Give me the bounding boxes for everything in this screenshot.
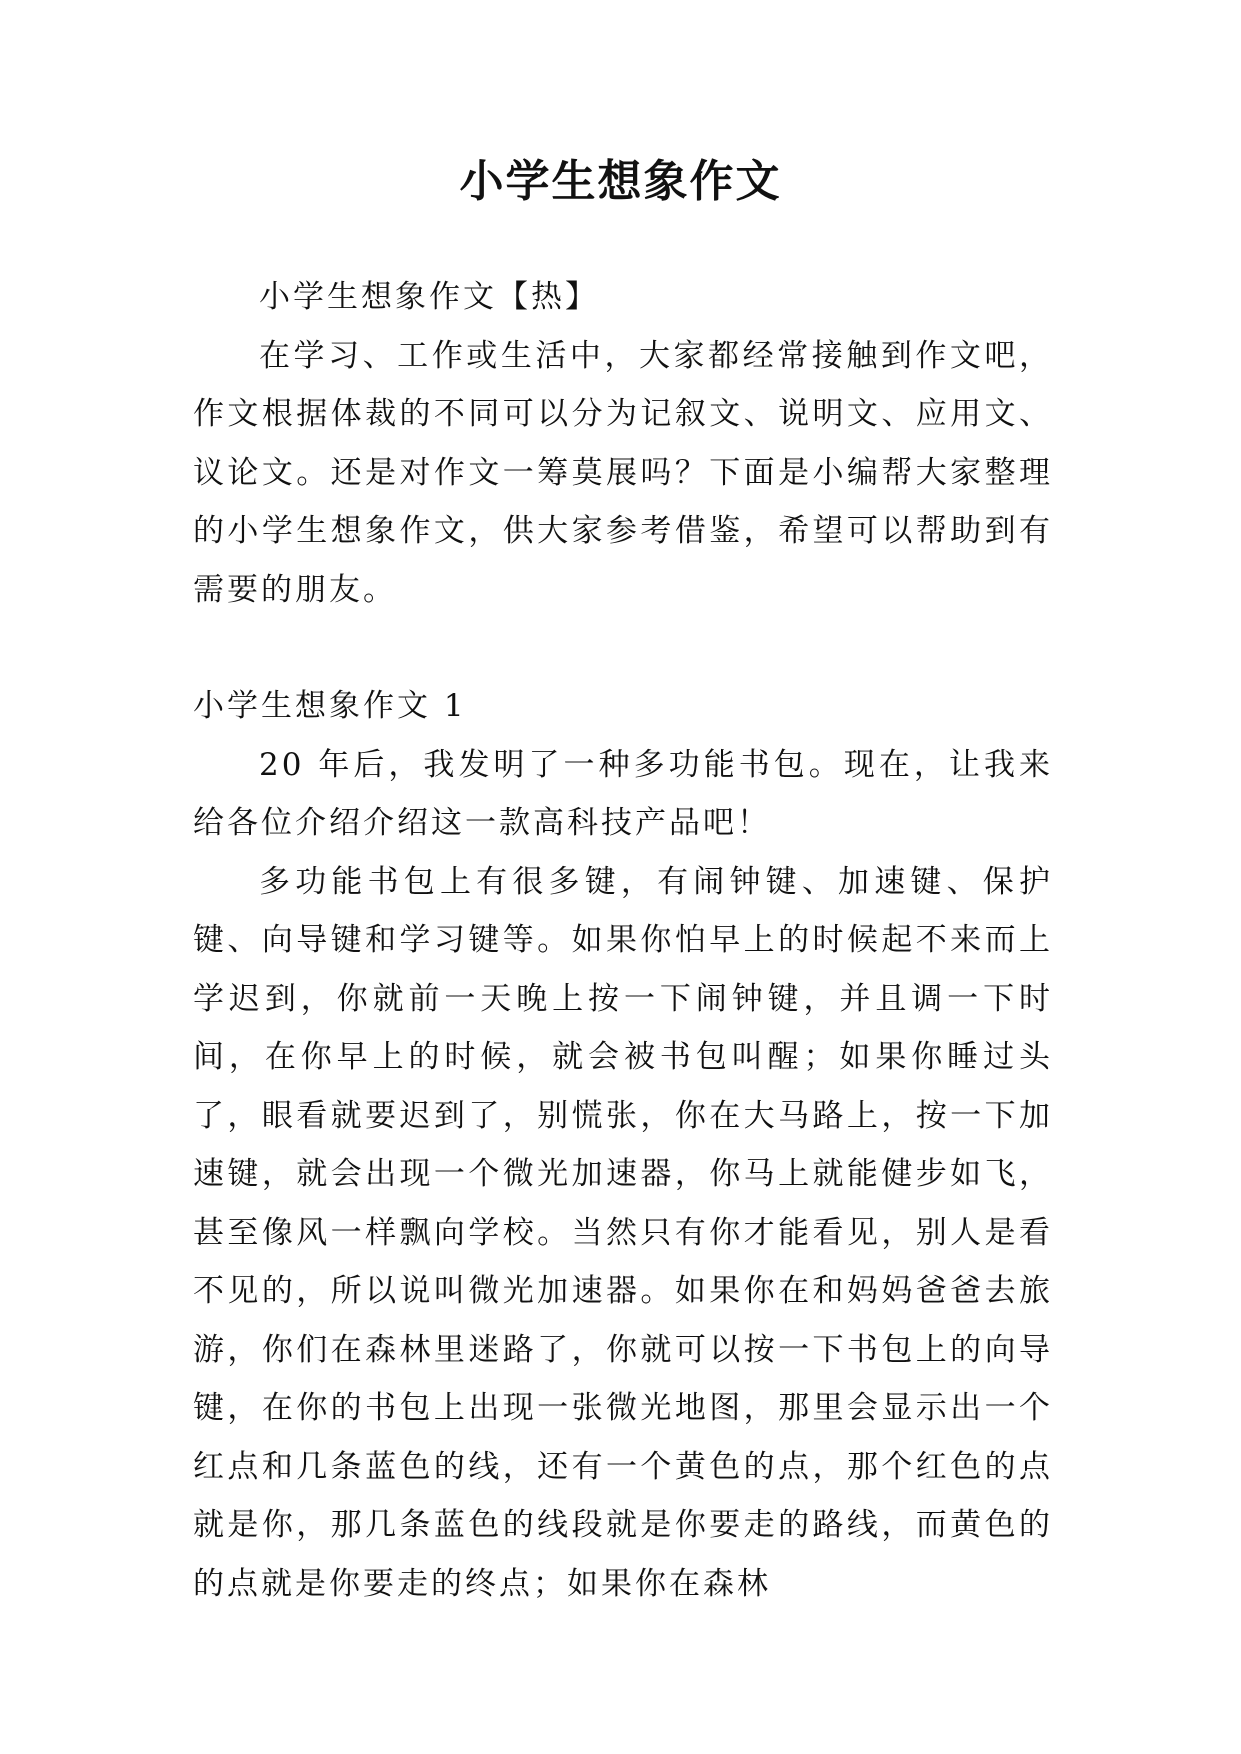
paragraph-gap [193,619,1053,677]
document-title: 小学生想象作文 [459,156,782,207]
section-heading: 小学生想象作文 1 [193,688,467,724]
body-paragraph: 20 年后，我发明了一种多功能书包。现在，让我来给各位介绍介绍这一款高科技产品吧！ [193,746,1053,841]
body-paragraph: 多功能书包上有很多键，有闹钟键、加速键、保护键、向导键和学习键等。如果你怕早上的时候起不来而上学迟到，你就前一天晚上按一下闹钟键，并且调一下时间，在你早上的时候，就会被书包叫醒；如果你睡过头了，眼看就要迟到了，别慌张，你在大马路上，按一下加速键，就会出现一个微光加速器，你马上就能健步如飞，甚至像风一样飘向学校。当然只有你才能看见，别人是看不见的，所以说叫微光加速器。如果你在和妈妈爸爸去旅游，你们在森林里迷路了，你就可以按一下书包上的向导键，在你的书包上出现一张微光地图，那里会显示出一个红点和几条蓝色的线，还有一个黄色的点，那个红色的点就是你，那几条蓝色的线段就是你要走的路线，而黄色的的点就是你要走的终点；如果你在森林 [193,863,1053,1602]
intro-paragraph: 在学习、工作或生活中，大家都经常接触到作文吧，作文根据体裁的不同可以分为记叙文、说明文、应用文、议论文。还是对作文一筹莫展吗？下面是小编帮大家整理的小学生想象作文，供大家参考借鉴，希望可以帮助到有需要的朋友。 [193,337,1053,608]
document-body [193,268,1053,1613]
subtitle: 小学生想象作文【热】 [259,279,599,315]
